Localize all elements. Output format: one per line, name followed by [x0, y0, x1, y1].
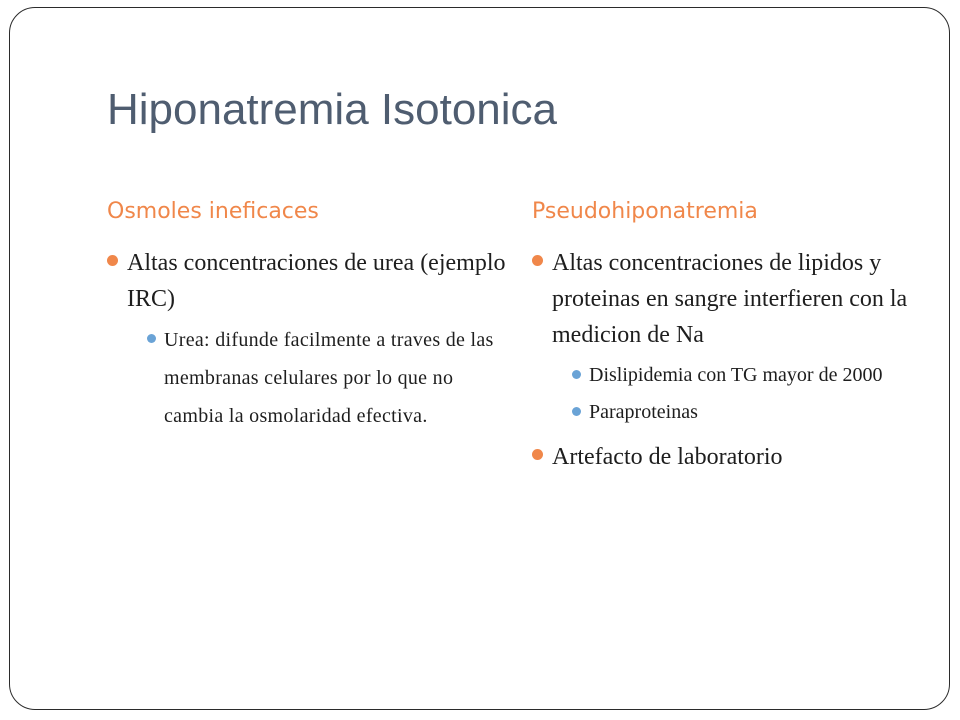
slide-title: Hiponatremia Isotonica — [107, 85, 558, 134]
sub-bullet-item — [552, 394, 932, 431]
bullet-item — [107, 245, 507, 435]
sub-bullet-item — [127, 321, 507, 435]
sub-bullet-text: Urea: difunde facilmente a traves de las membranas celulares por lo que no cambia la osmolaridad efectiva. — [164, 329, 494, 427]
bullet-item — [532, 439, 932, 475]
sub-bullet-item — [552, 357, 932, 394]
bullet-text: Altas concentraciones de lipidos y proteinas en sangre interfieren con la medicion de Na — [552, 250, 908, 348]
bullet-item — [532, 245, 932, 431]
right-bullet-list — [532, 245, 932, 475]
orange-bullet-icon — [532, 255, 543, 266]
orange-bullet-icon — [107, 255, 118, 266]
right-column-heading: Pseudohiponatremia — [532, 199, 758, 224]
blue-bullet-icon — [572, 407, 581, 416]
blue-bullet-icon — [147, 334, 156, 343]
bullet-text: Altas concentraciones de urea (ejemplo IRC) — [127, 250, 506, 312]
sub-bullet-list — [552, 357, 932, 431]
bullet-text: Artefacto de laboratorio — [552, 444, 783, 470]
orange-bullet-icon — [532, 449, 543, 460]
left-bullet-list — [107, 245, 507, 435]
sub-bullet-text: Paraproteinas — [589, 401, 698, 423]
sub-bullet-text: Dislipidemia con TG mayor de 2000 — [589, 364, 883, 386]
blue-bullet-icon — [572, 370, 581, 379]
sub-bullet-list — [127, 321, 507, 435]
left-column-heading: Osmoles ineficaces — [107, 199, 319, 224]
